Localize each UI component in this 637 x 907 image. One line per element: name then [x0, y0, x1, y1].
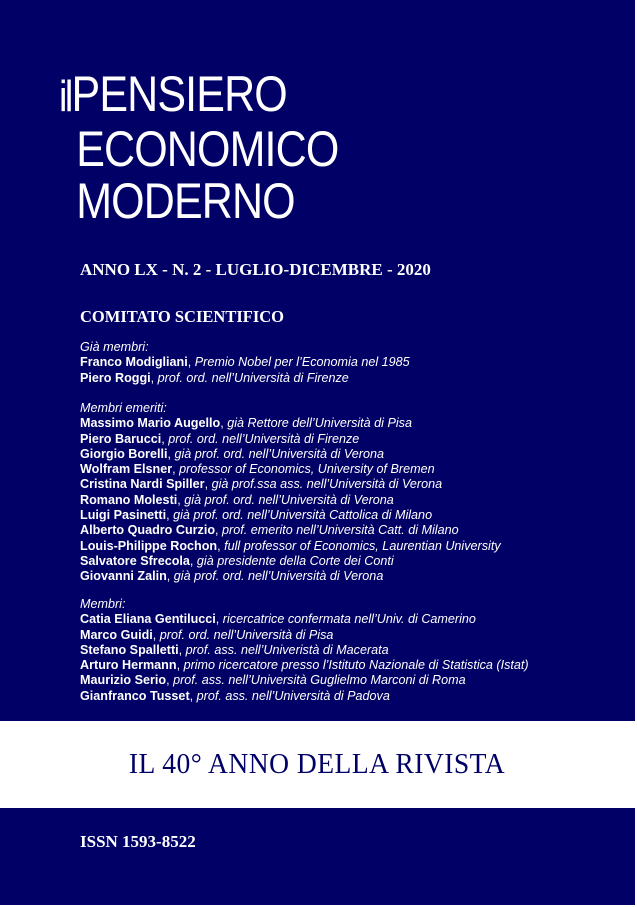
separator: ,	[217, 538, 225, 553]
section-label: Già membri:	[80, 340, 149, 354]
member-name: Maurizio Serio	[80, 673, 167, 688]
separator: ,	[189, 688, 197, 703]
separator: ,	[176, 658, 184, 673]
separator: ,	[177, 492, 185, 507]
member-role: già prof. ord. nell’Università Cattolica di Milano	[173, 508, 433, 523]
member-role: professor of Economics, University of Bremen	[179, 462, 435, 477]
member-role: già presidente della Corte dei Conti	[196, 553, 394, 568]
member-name: Massimo Mario Augello	[80, 416, 221, 431]
member-row	[80, 447, 501, 462]
member-row	[80, 432, 501, 447]
member-role: Premio Nobel per l’Economia nel 1985	[194, 355, 410, 370]
masthead-word-pensiero: PENSIERO	[71, 66, 287, 122]
member-role: ricercatrice confermata nell’Univ. di Camerino	[222, 612, 476, 627]
member-row	[80, 569, 501, 584]
member-row	[80, 355, 410, 370]
separator: ,	[187, 355, 195, 370]
separator: ,	[161, 431, 169, 446]
masthead-line-3: MODERNO	[76, 173, 295, 229]
member-row	[80, 508, 501, 523]
member-role: prof. ord. nell’Università di Firenze	[168, 431, 360, 446]
member-name: Louis-Philippe Rochon	[80, 538, 218, 553]
journal-masthead	[59, 68, 384, 227]
member-row	[80, 612, 529, 627]
anniversary-banner	[0, 721, 635, 808]
separator: ,	[215, 612, 223, 627]
member-name: Giovanni Zalin	[80, 569, 167, 584]
member-name: Wolfram Elsner	[80, 462, 173, 477]
member-role: già prof. ord. nell’Università di Verona	[184, 492, 394, 507]
member-name: Salvatore Sfrecola	[80, 553, 190, 568]
separator: ,	[204, 477, 212, 492]
member-row	[80, 371, 410, 386]
member-role: già prof. ord. nell’Università di Verona	[174, 446, 385, 461]
member-row	[80, 628, 529, 643]
separator: ,	[150, 370, 158, 385]
separator: ,	[166, 569, 174, 584]
member-name: Luigi Pasinetti	[80, 508, 167, 523]
member-row	[80, 477, 501, 492]
member-row	[80, 523, 501, 538]
current-members-section	[80, 597, 529, 704]
member-row	[80, 462, 501, 477]
member-name: Piero Barucci	[80, 431, 162, 446]
committee-title: COMITATO SCIENTIFICO	[80, 307, 284, 326]
member-name: Gianfranco Tusset	[80, 688, 190, 703]
member-role: prof. ass. nell’Università di Padova	[196, 688, 390, 703]
member-role: già prof. ord. nell’Università di Verona	[173, 569, 384, 584]
masthead-prefix: il	[59, 72, 71, 121]
member-name: Piero Roggi	[80, 370, 151, 385]
member-row	[80, 673, 529, 688]
member-name: Arturo Hermann	[80, 658, 177, 673]
member-name: Giorgio Borelli	[80, 446, 168, 461]
member-role: già Rettore dell’Università di Pisa	[227, 416, 412, 431]
section-label: Membri:	[80, 597, 126, 611]
member-name: Alberto Quadro Curzio	[80, 523, 216, 538]
separator: ,	[189, 553, 197, 568]
member-row	[80, 539, 501, 554]
separator: ,	[167, 446, 175, 461]
separator: ,	[172, 462, 180, 477]
section-label: Membri emeriti:	[80, 401, 167, 415]
member-role: prof. ass. nell’Università Guglielmo Marconi di Roma	[173, 673, 466, 688]
member-name: Franco Modigliani	[80, 355, 188, 370]
anniversary-banner-text: IL 40° ANNO DELLA RIVISTA	[129, 748, 506, 780]
member-role: prof. ass. nell’Univeristà di Macerata	[185, 642, 389, 657]
member-role: prof. emerito nell’Università Catt. di Milano	[222, 523, 459, 538]
member-row	[80, 643, 529, 658]
masthead-line-2: ECONOMICO	[76, 121, 339, 177]
member-row	[80, 689, 529, 704]
separator: ,	[220, 416, 228, 431]
member-role: già prof.ssa ass. nell’Università di Verona	[211, 477, 443, 492]
separator: ,	[215, 523, 223, 538]
member-name: Romano Molesti	[80, 492, 178, 507]
masthead-line-1	[59, 68, 338, 123]
former-members-section	[80, 340, 410, 386]
member-name: Cristina Nardi Spiller	[80, 477, 205, 492]
emeritus-members-section	[80, 401, 501, 585]
member-name: Marco Guidi	[80, 627, 153, 642]
member-role: prof. ord. nell’Università di Firenze	[157, 370, 349, 385]
member-role: prof. ord. nell’Università di Pisa	[159, 627, 334, 642]
member-row	[80, 658, 529, 673]
member-name: Stefano Spalletti	[80, 642, 179, 657]
member-row	[80, 554, 501, 569]
issue-info: ANNO LX - N. 2 - LUGLIO-DICEMBRE - 2020	[80, 260, 431, 279]
member-role: full professor of Economics, Laurentian University	[224, 538, 501, 553]
member-row	[80, 416, 501, 431]
member-role: primo ricercatore presso l’Istituto Nazionale di Statistica (Istat)	[183, 658, 529, 673]
separator: ,	[166, 673, 174, 688]
separator: ,	[152, 627, 160, 642]
separator: ,	[178, 642, 186, 657]
member-row	[80, 493, 501, 508]
separator: ,	[166, 508, 174, 523]
issn-number: ISSN 1593-8522	[80, 832, 196, 851]
member-name: Catia Eliana Gentilucci	[80, 612, 216, 627]
